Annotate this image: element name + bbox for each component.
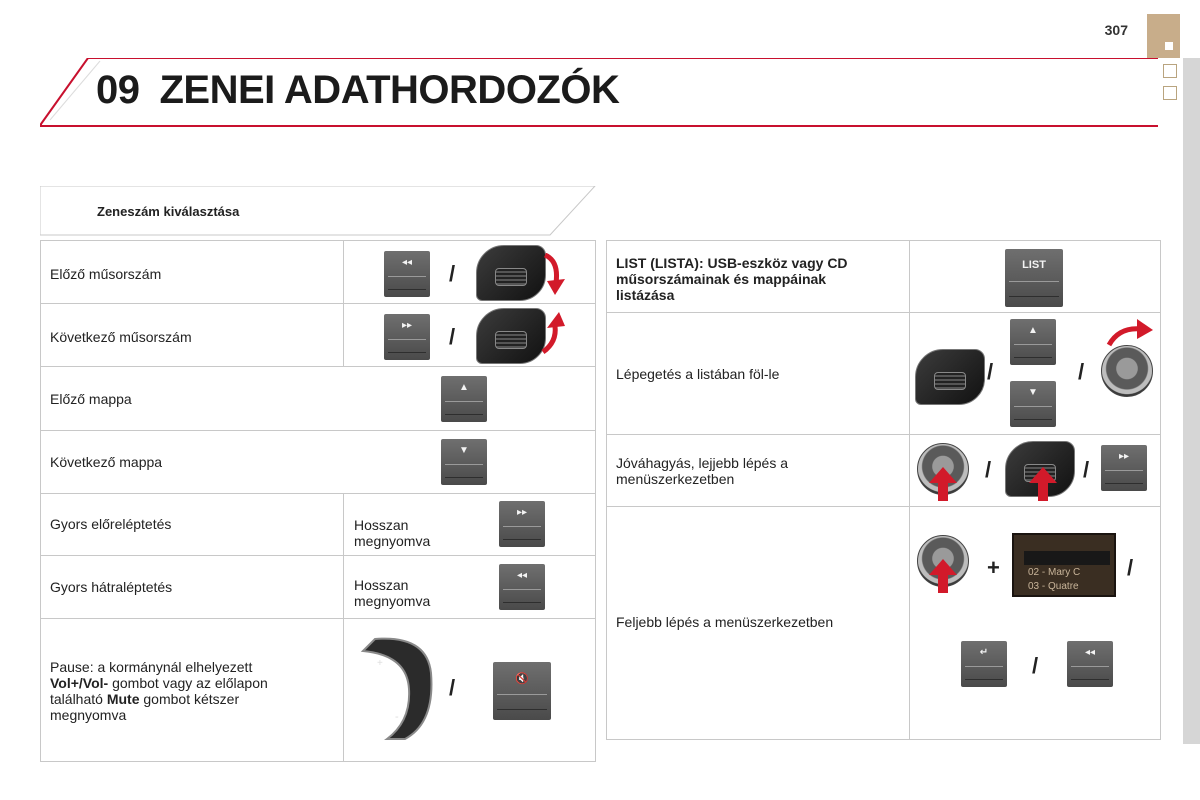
row-label: Gyors előreléptetés (50, 516, 172, 532)
column-divider (343, 304, 344, 366)
table-row (607, 435, 1161, 507)
press-arrow-icon (1029, 467, 1057, 501)
arrow-down-icon (539, 253, 569, 297)
arrow-up-icon (539, 312, 569, 356)
slash-separator: / (449, 324, 456, 349)
fast-forward-icon: ▸▸ (516, 507, 528, 518)
label-line: menüszerkezetben (616, 471, 735, 487)
stalk-plus-label: + (377, 658, 383, 669)
left-table (40, 240, 596, 762)
screen-highlight-bar (1024, 551, 1110, 565)
back-button (961, 641, 1007, 687)
table-row (607, 241, 1161, 313)
rotate-arrow-icon (1105, 319, 1155, 349)
row-label (616, 255, 906, 303)
table-row (41, 304, 596, 367)
steering-paddle-icon (915, 349, 985, 405)
stalk-minus-label: - (395, 711, 399, 723)
label-line: Jóváhagyás, lejjebb lépés a (616, 455, 789, 471)
table-row (41, 619, 596, 762)
down-arrow-icon: ▼ (1028, 387, 1038, 398)
chapter-title: ZENEI ADATHORDOZÓK (159, 68, 620, 112)
page-number: 307 (1104, 22, 1128, 38)
press-arrow-icon (929, 467, 957, 501)
table-row (41, 367, 596, 431)
column-divider (909, 507, 910, 739)
label-text: gombot vagy az előlapon (108, 675, 268, 691)
section-title: Zeneszám kiválasztása (97, 204, 240, 219)
label-line (50, 675, 340, 691)
label-line: műsorszámainak és mappáinak (616, 271, 827, 287)
mute-button (493, 662, 551, 720)
note-line: Hosszan (354, 577, 409, 593)
row-label: Gyors hátraléptetés (50, 579, 173, 595)
steering-paddle-icon (476, 308, 546, 364)
page-title (96, 68, 619, 113)
table-row (41, 494, 596, 556)
chapter-tab (1147, 14, 1180, 58)
list-label: LIST (1022, 259, 1046, 271)
fast-forward-icon: ▸▸ (401, 320, 413, 331)
rewind-button (499, 564, 545, 610)
slash-separator: / (1078, 359, 1085, 384)
mute-icon: 🔇 (515, 673, 529, 685)
slash-separator: / (985, 457, 992, 482)
next-folder-button (441, 439, 487, 485)
label-line: megnyomva (50, 707, 127, 723)
slash-separator: / (449, 261, 456, 286)
rewind-icon: ◂◂ (516, 570, 528, 581)
prev-track-button (384, 251, 430, 297)
slash-separator: / (987, 359, 994, 384)
list-button (1005, 249, 1063, 307)
note-line: megnyomva (354, 533, 431, 549)
fast-forward-button (1101, 445, 1147, 491)
next-track-button (384, 314, 430, 360)
row-label: Feljebb lépés a menüszerkezetben (616, 614, 834, 630)
table-row (41, 431, 596, 494)
slash-separator: / (1127, 555, 1134, 580)
jog-dial-icon (1101, 345, 1153, 397)
rewind-icon: ◂◂ (401, 257, 413, 268)
chapter-checkbox-1 (1163, 64, 1177, 78)
note-line: Hosszan (354, 517, 409, 533)
side-bar (1183, 58, 1200, 744)
steering-paddle-icon (476, 245, 546, 301)
column-divider (909, 313, 910, 434)
plus-separator: + (987, 555, 1000, 580)
note-line: megnyomva (354, 593, 431, 609)
mute-keyword: Mute (106, 691, 140, 707)
label-line: listázása (616, 287, 675, 303)
row-label: Következő mappa (50, 454, 163, 470)
table-row (607, 313, 1161, 435)
row-label: Lépegetés a listában föl-le (616, 366, 780, 382)
column-divider (343, 494, 344, 555)
label-text: található (50, 691, 107, 707)
column-divider (909, 435, 910, 506)
row-label (616, 455, 906, 487)
rewind-button (1067, 641, 1113, 687)
column-divider (343, 619, 344, 761)
up-arrow-icon: ▲ (1028, 325, 1038, 336)
display-screen (1012, 533, 1116, 597)
label-line: Pause: a kormánynál elhelyezett (50, 659, 253, 675)
long-press-note (354, 517, 430, 549)
screen-track-line: 02 - Mary C (1028, 567, 1081, 578)
column-divider (343, 556, 344, 618)
up-arrow-icon: ▲ (459, 382, 469, 393)
press-arrow-icon (929, 559, 957, 593)
table-row (41, 241, 596, 304)
screen-track-line: 03 - Quatre (1028, 581, 1079, 592)
slash-separator: / (449, 675, 456, 700)
section-header (40, 186, 596, 236)
row-label: Előző műsorszám (50, 266, 162, 282)
table-row (41, 556, 596, 619)
slash-separator: / (1083, 457, 1090, 482)
up-button (1010, 319, 1056, 365)
down-button (1010, 381, 1056, 427)
table-row (607, 507, 1161, 740)
row-label: Előző mappa (50, 391, 132, 407)
label-line (50, 691, 340, 707)
rewind-icon: ◂◂ (1084, 647, 1096, 658)
row-label: Következő műsorszám (50, 329, 192, 345)
column-divider (909, 241, 910, 312)
label-line: LIST (LISTA): USB-eszköz vagy CD (616, 255, 848, 271)
row-label (50, 659, 340, 723)
fast-forward-icon: ▸▸ (1118, 451, 1130, 462)
column-divider (343, 241, 344, 303)
label-text: gombot kétszer (139, 691, 240, 707)
vol-keyword: Vol+/Vol- (50, 675, 109, 691)
back-arrow-icon: ↵ (979, 647, 989, 658)
right-table (606, 240, 1161, 740)
chapter-checkbox-2 (1163, 86, 1177, 100)
prev-folder-button (441, 376, 487, 422)
fast-forward-button (499, 501, 545, 547)
chapter-number: 09 (96, 68, 140, 112)
slash-separator: / (1032, 653, 1039, 678)
volume-stalk-icon (357, 633, 437, 743)
long-press-note (354, 577, 430, 609)
down-arrow-icon: ▼ (459, 445, 469, 456)
tab-marker (1165, 42, 1173, 50)
